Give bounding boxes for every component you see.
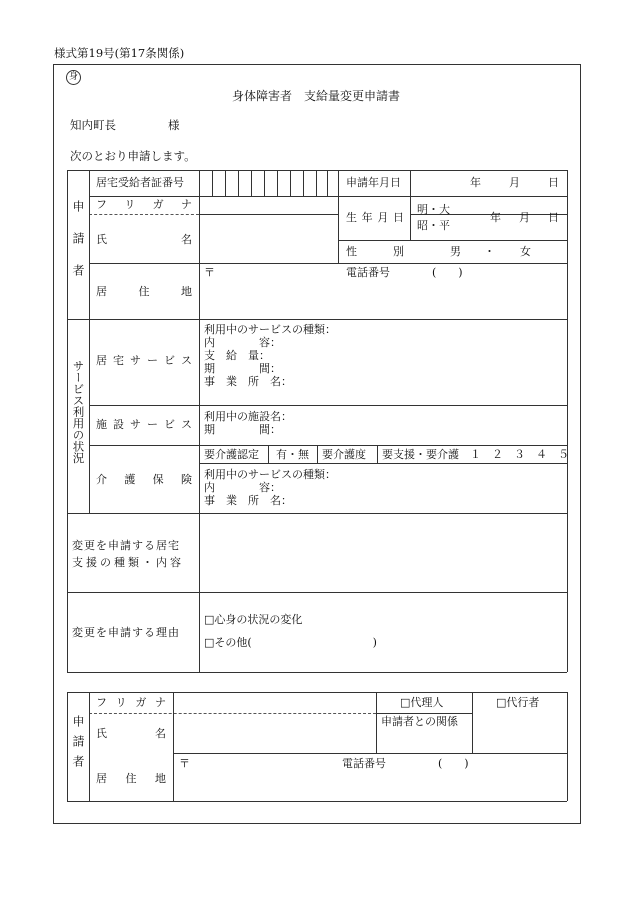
seal-mark-icon: 身 [66, 70, 81, 85]
change-request-field[interactable] [201, 515, 565, 590]
era-options[interactable]: 明・大 昭・平 [417, 203, 450, 232]
rep-address-field[interactable] [175, 772, 565, 799]
care-cert-label: 要介護認定 [204, 448, 259, 461]
sex-option-male[interactable]: 男 [450, 245, 461, 258]
addressee-name: 知内町長 [70, 118, 116, 132]
change-request-label: 変更を申請する居宅 支援の種類・内容 [72, 539, 184, 569]
rep-furigana-field[interactable] [175, 694, 374, 712]
care-insurance-details: 利用中のサービスの種類： 内 容： 事 業 所 名： [204, 468, 336, 507]
addressee-suffix: 様 [168, 118, 180, 132]
reason-option-other[interactable]: □その他( ) [204, 636, 377, 649]
relation-field[interactable] [474, 715, 565, 752]
rep-phone-label: 電話番号 [342, 757, 386, 770]
service-status-section-label: サービス利用の状況 [71, 360, 86, 464]
rep-postal-mark: 〒 [179, 757, 190, 770]
phone-field[interactable]: ( ) [432, 266, 463, 279]
postal-mark: 〒 [204, 266, 215, 279]
rep-name-label: 氏 名 [96, 727, 166, 740]
sex-separator: ・ [484, 245, 495, 258]
applicant-section-label: 申請者 [71, 200, 85, 296]
care-level-label: 要介護度 [322, 448, 366, 461]
sex-label: 性 別 [346, 245, 404, 258]
intro-text: 次のとおり申請します。 [70, 149, 196, 163]
home-service-details: 利用中のサービスの種類： 内 容： 支 給 量： 期 間： 事 業 所 名： [204, 323, 336, 388]
rep-furigana-label: フ リ ガ ナ [96, 696, 166, 709]
address-field[interactable] [201, 282, 565, 316]
sex-option-female[interactable]: 女 [520, 245, 531, 258]
agent-option[interactable]: □代理人 [400, 696, 444, 709]
birth-date-field[interactable]: 年 月 日 [490, 211, 559, 224]
form-code: 様式第19号(第17条関係) [54, 46, 185, 60]
furigana-label: フ リ ガ ナ [96, 198, 192, 211]
home-service-label: 居 宅 サ ー ビ ス [96, 354, 192, 367]
application-date-field[interactable]: 年 月 日 [470, 176, 559, 189]
rep-phone-field[interactable]: ( ) [438, 757, 469, 770]
reason-option-condition[interactable]: □心身の状況の変化 [204, 613, 303, 626]
care-cert-options[interactable]: 有・無 [276, 448, 309, 461]
proxy-option[interactable]: □代行者 [496, 696, 540, 709]
relation-label: 申請者との関係 [381, 715, 458, 728]
cert-number-label: 居宅受給者証番号 [96, 176, 184, 189]
address-label: 居 住 地 [96, 285, 192, 298]
rep-address-label: 居 住 地 [96, 772, 166, 785]
name-field[interactable] [201, 216, 336, 262]
change-reason-label: 変更を申請する理由 [72, 626, 180, 639]
birth-date-label: 生 年 月 日 [346, 211, 404, 224]
phone-label: 電話番号 [346, 266, 390, 279]
facility-service-details: 利用中の施設名： 期 間： [204, 410, 292, 436]
care-insurance-label: 介 護 保 険 [96, 473, 192, 486]
application-date-label: 申請年月日 [346, 176, 401, 189]
representative-section-label: 申請者 [71, 715, 85, 775]
care-level-options[interactable]: 要支援・要介護 １ ２ ３ ４ ５ [382, 448, 569, 461]
page-title: 身体障害者 支給量変更申請書 [232, 89, 401, 103]
name-label: 氏 名 [96, 233, 192, 246]
furigana-field[interactable] [201, 198, 336, 213]
facility-service-label: 施 設 サ ー ビ ス [96, 418, 192, 431]
rep-name-field[interactable] [175, 715, 374, 752]
